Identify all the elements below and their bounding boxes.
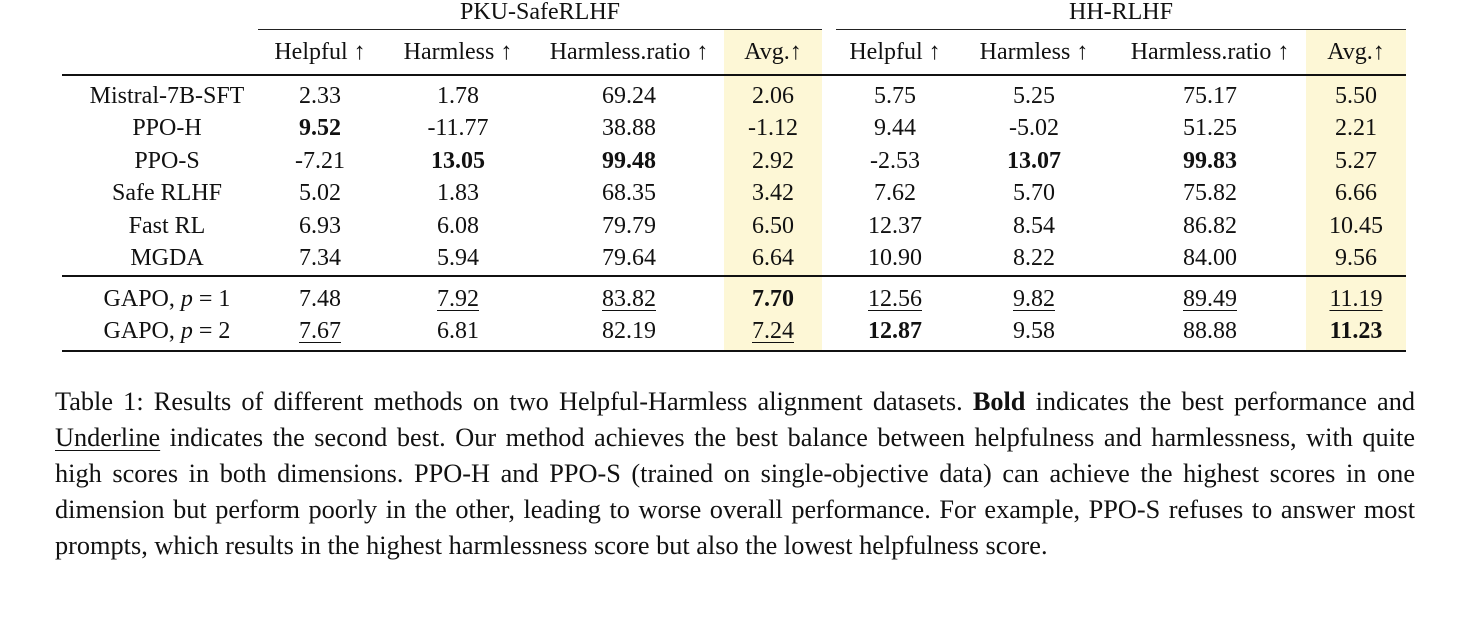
caption-mid: indicates the best performance and — [1025, 387, 1415, 416]
table-cell — [258, 316, 382, 352]
table-row — [62, 276, 1406, 316]
table-cell — [382, 243, 534, 277]
cell-value: 5.02 — [299, 180, 341, 207]
ours-rows — [62, 276, 1406, 351]
cell-value: 3.42 — [752, 180, 794, 207]
cell-value: 8.54 — [1013, 212, 1055, 239]
col-header-avg: Avg.↑ — [1306, 30, 1406, 76]
table-cell — [836, 276, 954, 316]
cell-value: -1.12 — [748, 115, 798, 142]
table-cell — [382, 113, 534, 146]
table-cell — [724, 75, 822, 113]
cell-value: 7.67 — [299, 318, 341, 345]
cell-value: 11.23 — [1329, 318, 1383, 345]
column-gap — [822, 276, 836, 316]
group-header-hh: HH-RLHF — [836, 0, 1406, 30]
method-name: Safe RLHF — [112, 180, 222, 207]
method-name — [62, 276, 258, 316]
table-cell — [534, 178, 724, 211]
table-cell — [258, 75, 382, 113]
cell-value: 99.83 — [1183, 147, 1237, 174]
baseline-rows — [62, 75, 1406, 276]
table-cell — [836, 316, 954, 352]
method-name: Fast RL — [128, 212, 206, 239]
cell-value: 7.70 — [752, 285, 794, 312]
table-cell — [954, 316, 1114, 352]
table-cell — [1306, 243, 1406, 277]
cell-value: 13.07 — [1007, 147, 1061, 174]
cell-value: 1.78 — [437, 82, 479, 109]
table-row — [62, 316, 1406, 352]
table-cell — [1114, 75, 1306, 113]
cell-value: -7.21 — [295, 147, 345, 174]
table-cell — [534, 75, 724, 113]
cell-value: 2.92 — [752, 147, 794, 174]
table-row — [62, 243, 1406, 277]
table-cell — [258, 178, 382, 211]
table-cell — [954, 145, 1114, 178]
cell-value: -5.02 — [1009, 115, 1059, 142]
col-header-avg: Avg.↑ — [724, 30, 822, 76]
table-cell — [836, 145, 954, 178]
cell-value: 83.82 — [602, 285, 656, 312]
cell-value: 2.21 — [1335, 115, 1377, 142]
cell-value: 12.37 — [868, 212, 922, 239]
table-cell — [1306, 178, 1406, 211]
method-label: GAPO, — [103, 318, 181, 345]
table-cell — [836, 210, 954, 243]
table-cell — [382, 75, 534, 113]
table-cell — [382, 178, 534, 211]
cell-value: 5.25 — [1013, 82, 1055, 109]
table-cell — [836, 75, 954, 113]
table-cell — [954, 210, 1114, 243]
method-label: GAPO, — [103, 285, 181, 312]
cell-value: 6.50 — [752, 212, 794, 239]
cell-value: 5.50 — [1335, 82, 1377, 109]
cell-value: 7.24 — [752, 318, 794, 345]
table-cell — [534, 145, 724, 178]
cell-value: 7.62 — [874, 180, 916, 207]
cell-value: 88.88 — [1183, 318, 1237, 345]
method-name — [62, 316, 258, 352]
cell-value: 13.05 — [431, 147, 485, 174]
cell-value: 38.88 — [602, 115, 656, 142]
caption-prefix: Table 1: Results of different methods on two Helpful-Harmless alignment datasets. — [55, 387, 973, 416]
table-cell — [954, 75, 1114, 113]
method-name: MGDA — [130, 245, 204, 272]
table-cell — [1114, 243, 1306, 277]
cell-value: 10.45 — [1329, 212, 1383, 239]
column-gap — [822, 178, 836, 211]
table-cell — [1306, 316, 1406, 352]
table-cell — [1306, 75, 1406, 113]
cell-value: 82.19 — [602, 318, 656, 345]
cell-value: 79.64 — [602, 245, 656, 272]
table-cell — [724, 145, 822, 178]
cell-value: 69.24 — [602, 82, 656, 109]
cell-value: 86.82 — [1183, 212, 1237, 239]
results-table — [62, 0, 1406, 352]
cell-value: 89.49 — [1183, 285, 1237, 312]
cell-value: 5.27 — [1335, 147, 1377, 174]
table-cell — [954, 276, 1114, 316]
cell-value: 5.70 — [1013, 180, 1055, 207]
cell-value: 84.00 — [1183, 245, 1237, 272]
cell-value: 5.75 — [874, 82, 916, 109]
table-cell — [954, 243, 1114, 277]
table-cell — [534, 243, 724, 277]
col-header: Harmless ↑ — [954, 30, 1114, 76]
table-cell — [382, 316, 534, 352]
table-cell — [724, 316, 822, 352]
cell-value: 8.22 — [1013, 245, 1055, 272]
cell-value: 6.64 — [752, 245, 794, 272]
cell-value: 7.48 — [299, 285, 341, 312]
group-header-pku: PKU-SafeRLHF — [258, 0, 822, 30]
table-cell — [954, 113, 1114, 146]
cell-value: 12.56 — [868, 285, 922, 312]
cell-value: 2.06 — [752, 82, 794, 109]
table-cell — [382, 210, 534, 243]
col-header: Harmless.ratio ↑ — [1114, 30, 1306, 76]
table-cell — [258, 210, 382, 243]
col-header: Helpful ↑ — [836, 30, 954, 76]
cell-value: 6.81 — [437, 318, 479, 345]
cell-value: 5.94 — [437, 245, 479, 272]
method-setting: = 1 — [192, 285, 231, 312]
table-row — [62, 145, 1406, 178]
method-variable: p — [180, 285, 193, 312]
method-variable: p — [180, 318, 193, 345]
cell-value: 75.17 — [1183, 82, 1237, 109]
caption-underline-word: Underline — [55, 423, 161, 452]
table-cell — [1306, 145, 1406, 178]
table-cell — [724, 178, 822, 211]
table-cell — [1114, 210, 1306, 243]
table-cell — [534, 276, 724, 316]
table-cell — [258, 145, 382, 178]
column-gap — [822, 210, 836, 243]
cell-value: 11.19 — [1329, 285, 1383, 312]
table-cell — [1114, 276, 1306, 316]
table-cell — [258, 276, 382, 316]
table-cell — [258, 243, 382, 277]
cell-value: 51.25 — [1183, 115, 1237, 142]
method-name: PPO-S — [134, 147, 200, 174]
table-cell — [724, 113, 822, 146]
cell-value: 9.58 — [1013, 318, 1055, 345]
table-row — [62, 210, 1406, 243]
table-row — [62, 75, 1406, 113]
table-cell — [724, 243, 822, 277]
cell-value: 68.35 — [602, 180, 656, 207]
table-cell — [1306, 210, 1406, 243]
method-name: PPO-H — [132, 115, 202, 142]
group-header-row — [62, 0, 1406, 30]
table-cell — [1306, 276, 1406, 316]
table-cell — [1114, 316, 1306, 352]
table-cell — [724, 276, 822, 316]
col-header: Harmless ↑ — [382, 30, 534, 76]
table-cell — [1114, 145, 1306, 178]
caption-rest: indicates the second best. Our method achieves the best balance between helpfulness and harmlessness, with quite high scores in both dimensions. PPO-H and PPO-S (trained on single-objective data) can achieve the highest scores in one dimension but perform poorly in the other, leading to worse overall performance. For example, PPO-S refuses to answer most prompts, which results in the highest harmlessness score but also the lowest helpfulness score. — [55, 423, 1415, 560]
column-gap — [822, 113, 836, 146]
table-cell — [534, 210, 724, 243]
cell-value: 6.93 — [299, 212, 341, 239]
table-cell — [836, 243, 954, 277]
table-cell — [1306, 113, 1406, 146]
table-cell — [1114, 113, 1306, 146]
table-cell — [382, 276, 534, 316]
table-row — [62, 113, 1406, 146]
cell-value: 9.52 — [299, 115, 341, 142]
table-cell — [534, 113, 724, 146]
cell-value: 79.79 — [602, 212, 656, 239]
cell-value: 99.48 — [602, 147, 656, 174]
cell-value: 10.90 — [868, 245, 922, 272]
cell-value: 7.92 — [437, 285, 479, 312]
cell-value: 1.83 — [437, 180, 479, 207]
column-header-row — [62, 30, 1406, 76]
cell-value: 9.82 — [1013, 285, 1055, 312]
cell-value: 9.56 — [1335, 245, 1377, 272]
col-header: Helpful ↑ — [258, 30, 382, 76]
column-gap — [822, 75, 836, 113]
table-row — [62, 178, 1406, 211]
column-gap — [822, 316, 836, 352]
table-caption — [55, 384, 1415, 564]
cell-value: 12.87 — [868, 318, 922, 345]
table-cell — [836, 113, 954, 146]
table-cell — [836, 178, 954, 211]
cell-value: 7.34 — [299, 245, 341, 272]
cell-value: -11.77 — [427, 115, 489, 142]
column-gap — [822, 243, 836, 277]
method-name: Mistral-7B-SFT — [89, 82, 245, 109]
table-cell — [382, 145, 534, 178]
method-setting: = 2 — [192, 318, 231, 345]
table-cell — [954, 178, 1114, 211]
col-header: Harmless.ratio ↑ — [534, 30, 724, 76]
cell-value: 9.44 — [874, 115, 916, 142]
cell-value: 6.66 — [1335, 180, 1377, 207]
results-table-wrap — [62, 0, 1410, 352]
table-cell — [534, 316, 724, 352]
cell-value: 2.33 — [299, 82, 341, 109]
caption-bold-word: Bold — [972, 387, 1026, 416]
cell-value: -2.53 — [870, 147, 920, 174]
column-gap — [822, 145, 836, 178]
table-cell — [258, 113, 382, 146]
cell-value: 6.08 — [437, 212, 479, 239]
cell-value: 75.82 — [1183, 180, 1237, 207]
table-cell — [1114, 178, 1306, 211]
table-cell — [724, 210, 822, 243]
